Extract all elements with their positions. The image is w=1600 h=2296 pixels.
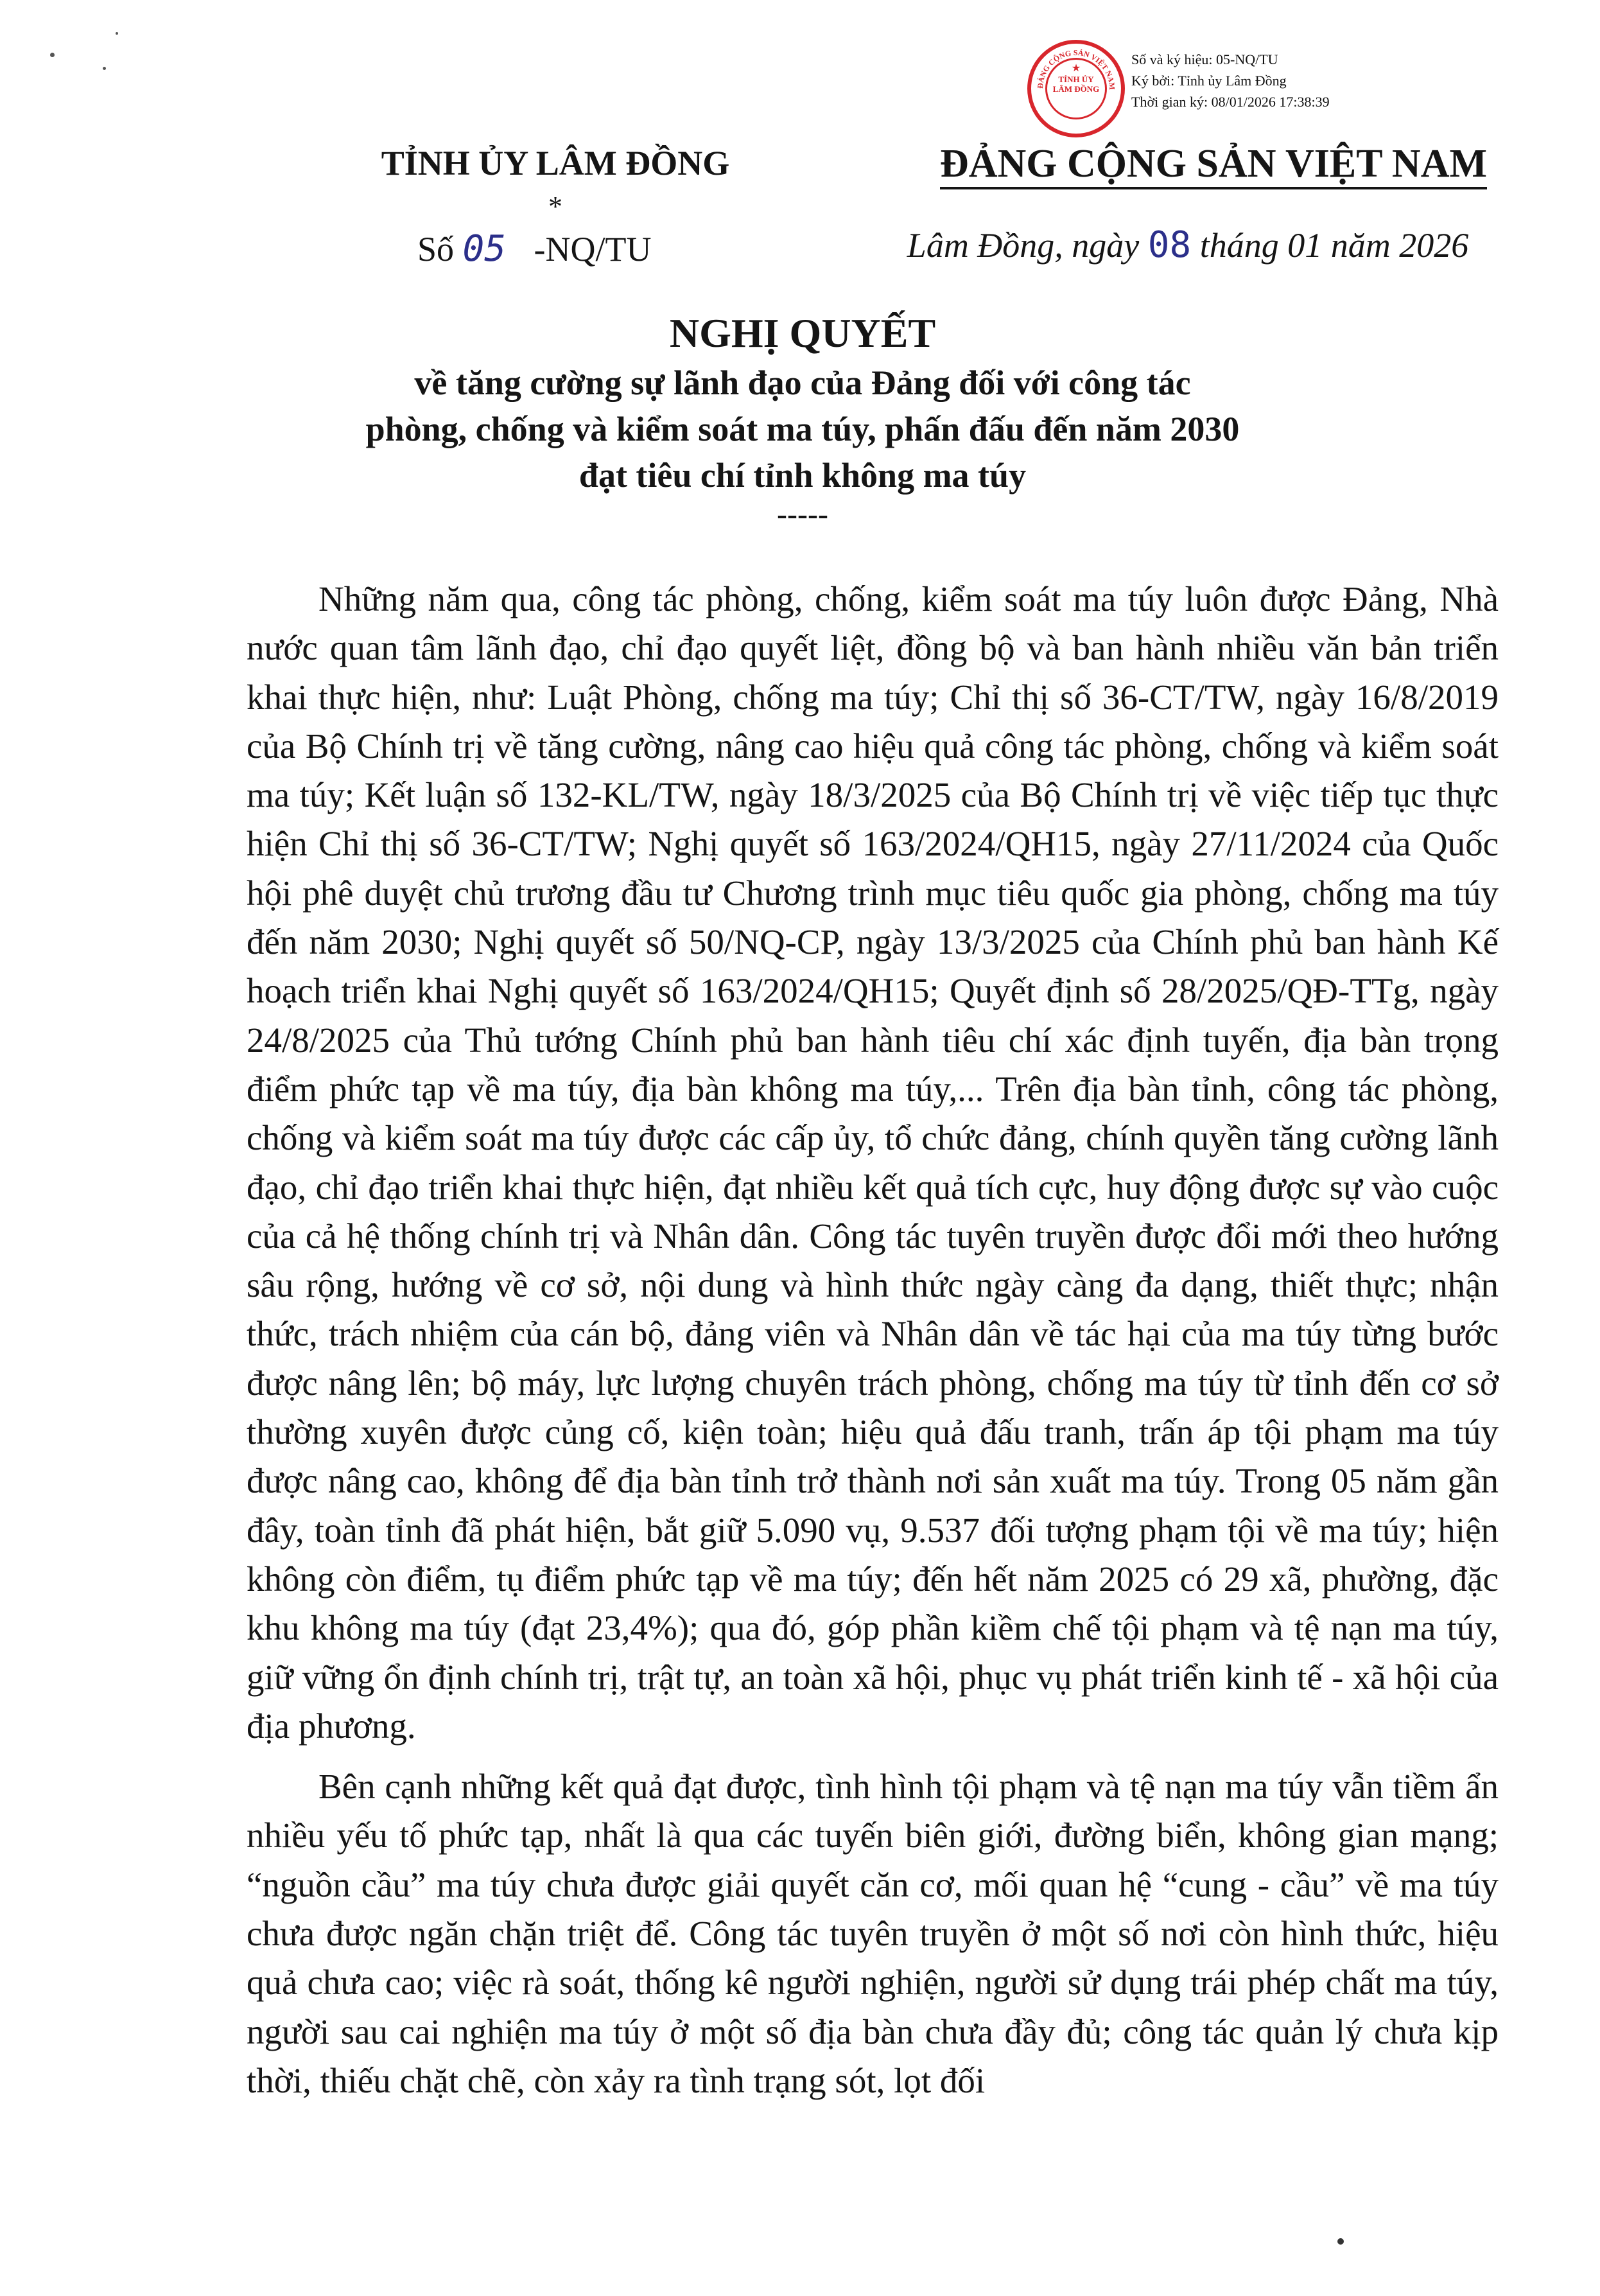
document-number — [417, 229, 651, 270]
signature-signed-time: Thời gian ký: 08/01/2026 17:38:39 — [1131, 94, 1330, 110]
scan-speck — [1337, 2238, 1344, 2245]
svg-text:ĐẢNG CỘNG SẢN VIỆT NAM: ĐẢNG CỘNG SẢN VIỆT NAM — [1035, 48, 1117, 91]
title-line-3: đạt tiêu chí tỉnh không ma túy — [578, 456, 1027, 495]
place-date-prefix: Lâm Đồng, ngày — [907, 226, 1140, 265]
title-line-2: phòng, chống và kiểm soát ma túy, phấn đấu đến năm 2030 — [365, 410, 1240, 448]
place-date-suffix: tháng 01 năm 2026 — [1199, 226, 1469, 265]
number-suffix: -NQ/TU — [534, 230, 652, 268]
title-line-1: về tăng cường sự lãnh đạo của Đảng đối với công tác — [414, 364, 1191, 402]
title-main: NGHỊ QUYẾT — [669, 310, 936, 356]
document-title — [244, 307, 1361, 530]
scan-speck — [116, 32, 118, 35]
digital-signature-info — [1131, 49, 1330, 112]
scan-speck — [103, 67, 106, 70]
seal-star-icon: ★ — [1071, 63, 1081, 74]
document-body — [247, 575, 1499, 2105]
body-paragraph-2: Bên cạnh những kết quả đạt được, tình hình tội phạm và tệ nạn ma túy vẫn tiềm ẩn nhiều yếu tố phức tạp, nhất là qua các tuyến biên giới, đường biển, không gian mạng; “nguồn cầu” ma túy chưa được giải quyết căn cơ, mối quan hệ “cung - cầu” về ma túy chưa được ngăn chặn triệt để. Công tác tuyên truyền ở một số nơi còn hình thức, hiệu quả chưa cao; việc rà soát, thống kê người nghiện, người sử dụng trái phép chất ma túy, người sau cai nghiện ma túy ở một số địa bàn chưa đầy đủ; công tác quản lý chưa kịp thời, thiếu chặt chẽ, còn xảy ra tình trạng sót, lọt đối — [247, 1767, 1499, 2100]
party-name — [937, 141, 1490, 186]
number-value: 05 — [462, 228, 506, 270]
organization-star: * — [548, 191, 562, 222]
day-value: 08 — [1147, 224, 1192, 266]
seal-center-text: TỈNH ỦY LÂM ĐỒNG — [1052, 74, 1100, 94]
number-prefix: Số — [417, 230, 455, 268]
signature-document-code: Số và ký hiệu: 05-NQ/TU — [1131, 51, 1278, 67]
title-separator: ----- — [777, 497, 828, 531]
official-seal — [1027, 40, 1125, 137]
place-date — [886, 225, 1490, 266]
signature-signed-by: Ký bởi: Tỉnh ủy Lâm Đồng — [1131, 73, 1287, 89]
issuing-organization: TỈNH ỦY LÂM ĐỒNG — [381, 144, 730, 182]
body-paragraph-1: Những năm qua, công tác phòng, chống, kiểm soát ma túy luôn được Đảng, Nhà nước quan tâm lãnh đạo, chỉ đạo quyết liệt, đồng bộ và ban hành nhiều văn bản triển khai thực hiện, như: Luật Phòng, chống ma túy; Chỉ thị số 36-CT/TW, ngày 16/8/2019 của Bộ Chính trị về tăng cường, nâng cao hiệu quả công tác phòng, chống và kiểm soát ma túy; Kết luận số 132-KL/TW, ngày 18/3/2025 của Bộ Chính trị về việc tiếp tục thực hiện Chỉ thị số 36-CT/TW; Nghị quyết số 163/2024/QH15, ngày 27/11/2024 của Quốc hội phê duyệt chủ trương đầu tư Chương trình mục tiêu quốc gia phòng, chống ma túy đến năm 2030; Nghị quyết số 50/NQ-CP, ngày 13/3/2025 của Chính phủ ban hành Kế hoạch triển khai Nghị quyết số 163/2024/QH15; Quyết định số 28/2025/QĐ-TTg, ngày 24/8/2025 của Thủ tướng Chính phủ ban hành tiêu chí xác định tuyến, địa bàn trọng điểm phức tạp về ma túy, địa bàn không ma túy,... Trên địa bàn tỉnh, công tác phòng, chống và kiểm soát ma túy được các cấp ủy, tổ chức đảng, chính quyền tăng cường lãnh đạo, chỉ đạo triển khai thực hiện, đạt nhiều kết quả tích cực, huy động được sự vào cuộc của cả hệ thống chính trị và Nhân dân. Công tác tuyên truyền được đổi mới theo hướng sâu rộng, hướng về cơ sở, nội dung và hình thức ngày càng đa dạng, thiết thực; nhận thức, trách nhiệm của cán bộ, đảng viên và Nhân dân về tác hại của ma túy từng bước được nâng lên; bộ máy, lực lượng chuyên trách phòng, chống ma túy từ tỉnh đến cơ sở thường xuyên được củng cố, kiện toàn; hiệu quả đấu tranh, trấn áp tội phạm ma túy được nâng cao, không để địa bàn tỉnh trở thành nơi sản xuất ma túy. Trong 05 năm gần đây, toàn tỉnh đã phát hiện, bắt giữ 5.090 vụ, 9.537 đối tượng phạm tội về ma túy; hiện không còn điểm, tụ điểm phức tạp về ma túy; đến hết năm 2025 có 29 xã, phường, đặc khu không ma túy (đạt 23,4%); qua đó, góp phần kiềm chế tội phạm và tệ nạn ma túy, giữ vững ổn định chính trị, trật tự, an toàn xã hội, phục vụ phát triển kinh tế - xã hội của địa phương. — [247, 579, 1499, 1746]
scan-speck — [50, 53, 55, 57]
party-name-text: ĐẢNG CỘNG SẢN VIỆT NAM — [940, 142, 1487, 189]
